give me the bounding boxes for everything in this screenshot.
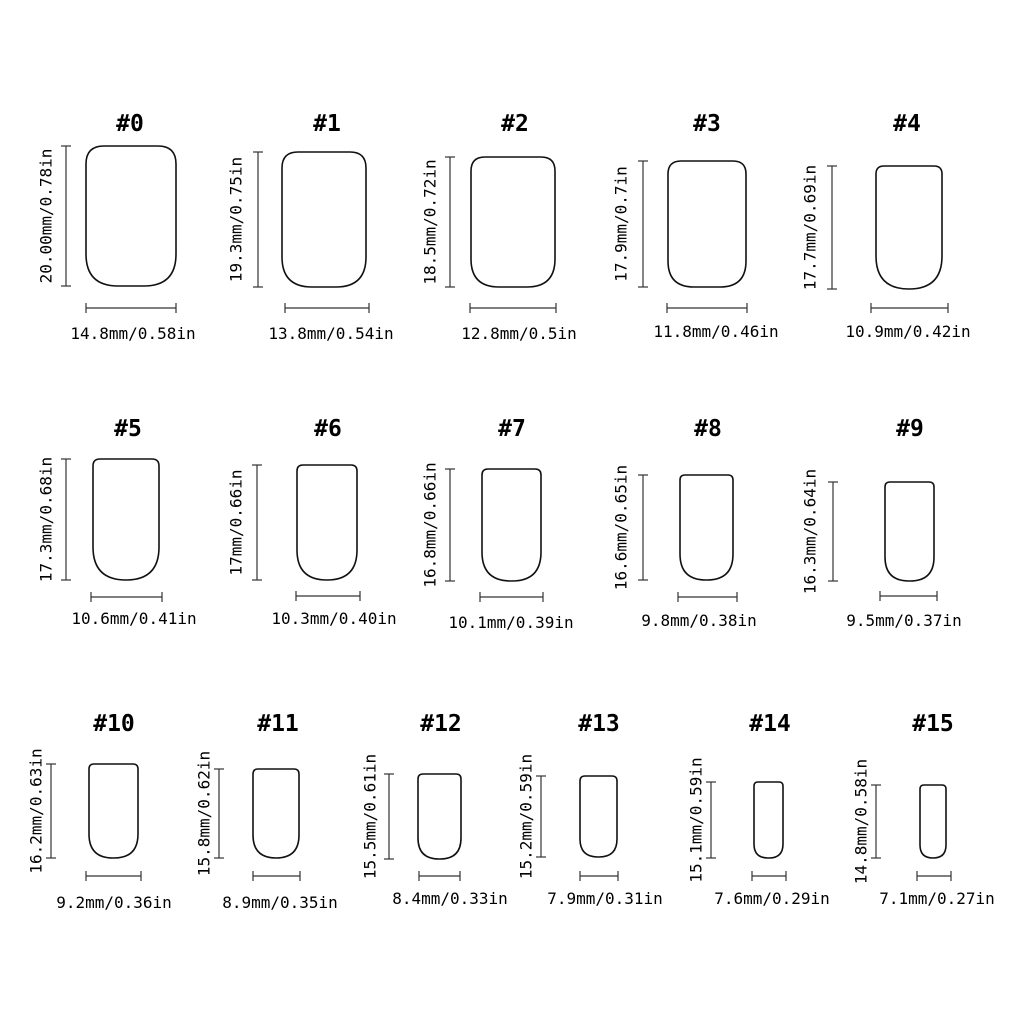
nail-outline <box>89 764 138 858</box>
length-label: 16.6mm/0.65in <box>611 464 631 591</box>
nail-outline <box>920 785 946 858</box>
width-label: 9.5mm/0.37in <box>846 611 962 630</box>
width-dimension-line <box>480 592 543 602</box>
nail-size-9 <box>801 416 962 630</box>
nail-size-15 <box>852 711 995 908</box>
length-label: 14.8mm/0.58in <box>851 758 871 885</box>
nail-size-5 <box>37 416 197 628</box>
nail-outline <box>885 482 934 581</box>
size-label: #15 <box>912 711 954 737</box>
nail-size-8 <box>612 416 757 630</box>
width-dimension-line <box>296 591 360 601</box>
nail-size-10 <box>27 711 172 912</box>
length-label: 17.7mm/0.69in <box>800 164 820 291</box>
nail-outline <box>86 146 176 286</box>
width-dimension-line <box>86 871 141 881</box>
size-label: #2 <box>501 111 529 137</box>
length-dimension-line <box>214 769 224 858</box>
length-dimension-line <box>871 785 881 858</box>
size-label: #11 <box>257 711 299 737</box>
width-dimension-line <box>91 592 162 602</box>
length-label: 17mm/0.66in <box>226 469 246 576</box>
length-dimension-line <box>445 469 455 581</box>
nail-outline <box>253 769 299 858</box>
size-label: #10 <box>93 711 135 737</box>
nail-outline <box>580 776 617 857</box>
size-label: #5 <box>114 416 142 442</box>
nail-size-11 <box>195 711 338 912</box>
nail-outline <box>418 774 461 859</box>
nail-size-14 <box>687 711 830 908</box>
size-label: #4 <box>893 111 921 137</box>
width-dimension-line <box>880 591 937 601</box>
width-label: 8.9mm/0.35in <box>222 893 338 912</box>
nail-size-13 <box>517 711 663 908</box>
width-dimension-line <box>253 871 300 881</box>
length-label: 17.9mm/0.7in <box>611 166 631 282</box>
width-label: 8.4mm/0.33in <box>392 889 508 908</box>
width-label: 12.8mm/0.5in <box>461 324 577 343</box>
nail-size-6 <box>227 416 397 628</box>
length-label: 15.5mm/0.61in <box>360 753 380 880</box>
length-dimension-line <box>706 782 716 858</box>
length-dimension-line <box>638 161 648 287</box>
size-label: #13 <box>578 711 620 737</box>
length-dimension-line <box>252 465 262 580</box>
length-label: 16.8mm/0.66in <box>420 462 440 588</box>
width-label: 10.9mm/0.42in <box>845 322 971 341</box>
length-label: 15.1mm/0.59in <box>686 757 706 883</box>
nail-outline <box>297 465 357 580</box>
size-label: #6 <box>314 416 342 442</box>
length-label: 15.8mm/0.62in <box>194 750 214 877</box>
width-dimension-line <box>871 303 948 313</box>
length-label: 16.3mm/0.64in <box>800 468 820 595</box>
nail-outline <box>668 161 746 287</box>
width-label: 13.8mm/0.54in <box>268 324 394 343</box>
nail-size-4 <box>801 111 971 341</box>
nail-size-12 <box>361 711 508 908</box>
size-label: #8 <box>694 416 722 442</box>
length-label: 20.00mm/0.78in <box>36 148 56 284</box>
size-label: #1 <box>313 111 341 137</box>
nail-size-2 <box>421 111 577 343</box>
size-label: #9 <box>896 416 924 442</box>
width-label: 7.9mm/0.31in <box>547 889 663 908</box>
width-label: 10.6mm/0.41in <box>71 609 197 628</box>
nail-outline <box>93 459 159 580</box>
length-dimension-line <box>445 157 455 287</box>
length-label: 17.3mm/0.68in <box>36 456 56 583</box>
length-label: 16.2mm/0.63in <box>26 748 46 874</box>
length-label: 19.3mm/0.75in <box>226 156 246 283</box>
width-dimension-line <box>667 303 747 313</box>
width-label: 7.6mm/0.29in <box>714 889 830 908</box>
length-dimension-line <box>536 776 546 857</box>
length-dimension-line <box>638 475 648 580</box>
length-label: 18.5mm/0.72in <box>420 159 440 285</box>
nail-outline <box>754 782 783 858</box>
size-label: #3 <box>693 111 721 137</box>
width-dimension-line <box>580 871 618 881</box>
nail-size-7 <box>421 416 574 632</box>
width-label: 10.1mm/0.39in <box>448 613 574 632</box>
width-dimension-line <box>678 592 737 602</box>
length-dimension-line <box>253 152 263 287</box>
width-dimension-line <box>86 303 176 313</box>
width-dimension-line <box>470 303 556 313</box>
nail-outline <box>876 166 942 289</box>
nail-size-0 <box>37 111 196 343</box>
size-label: #14 <box>749 711 791 737</box>
length-dimension-line <box>827 166 837 289</box>
size-label: #7 <box>498 416 526 442</box>
width-label: 9.2mm/0.36in <box>56 893 172 912</box>
nail-outline <box>471 157 555 287</box>
length-dimension-line <box>46 764 56 858</box>
size-label: #12 <box>420 711 462 737</box>
width-dimension-line <box>917 871 951 881</box>
width-label: 11.8mm/0.46in <box>653 322 779 341</box>
nail-size-1 <box>227 111 394 343</box>
nail-outline <box>482 469 541 581</box>
width-label: 9.8mm/0.38in <box>641 611 757 630</box>
size-label: #0 <box>116 111 144 137</box>
length-label: 15.2mm/0.59in <box>516 753 536 880</box>
width-dimension-line <box>419 871 460 881</box>
nail-outline <box>282 152 366 287</box>
nail-size-3 <box>612 111 779 341</box>
length-dimension-line <box>61 459 71 580</box>
width-dimension-line <box>752 871 786 881</box>
length-dimension-line <box>828 482 838 581</box>
length-dimension-line <box>384 774 394 859</box>
width-label: 14.8mm/0.58in <box>70 324 196 343</box>
width-label: 7.1mm/0.27in <box>879 889 995 908</box>
length-dimension-line <box>61 146 71 286</box>
width-dimension-line <box>285 303 369 313</box>
width-label: 10.3mm/0.40in <box>271 609 397 628</box>
nail-outline <box>680 475 733 580</box>
